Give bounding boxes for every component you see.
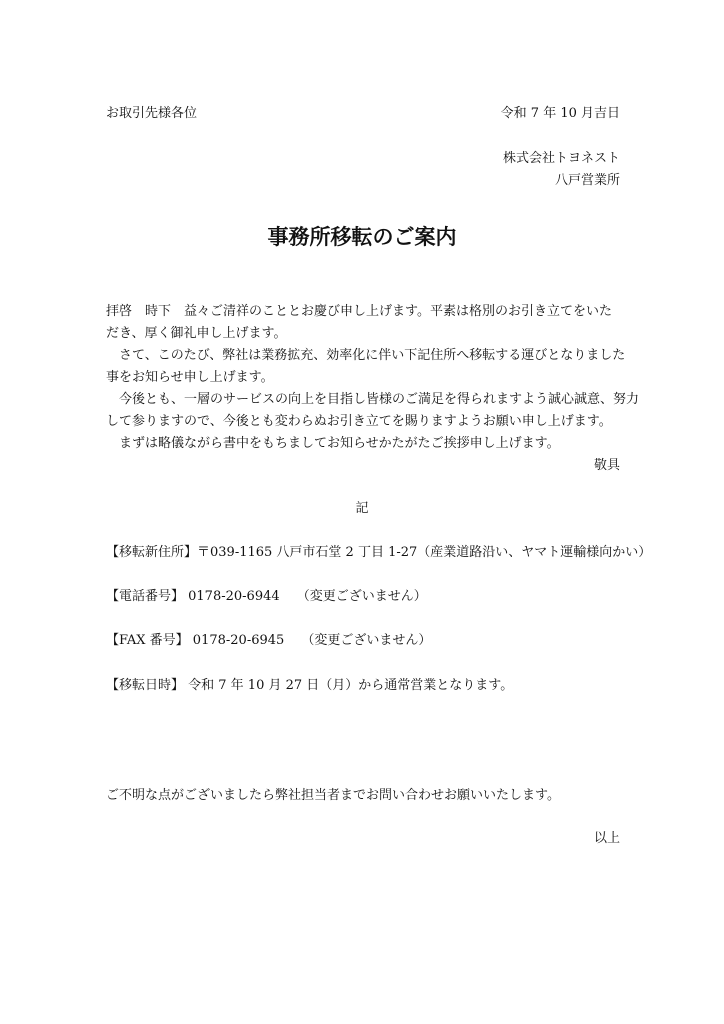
- body-line: だき、厚く御礼申し上げます。: [106, 326, 287, 341]
- body-line: 今後とも、一層のサービスの向上を目指し皆様のご満足を得られますよう誠心誠意、努力: [119, 392, 640, 407]
- body-line: まずは略儀ながら書中をもちましてお知らせかたがたご挨拶申し上げます。: [119, 436, 560, 451]
- branch-name: 八戸営業所: [554, 173, 620, 188]
- document-title: 事務所移転のご案内: [267, 224, 457, 249]
- document-date: 令和 7 年 10 月吉日: [500, 106, 620, 121]
- body-line: 事をお知らせ申し上げます。: [106, 370, 274, 385]
- body-line: 拝啓 時下 益々ご清祥のこととお慶び申し上げます。平素は格別のお引き立てをいた: [106, 304, 612, 319]
- detail-fax: 【FAX 番号】 0178-20-6945 （変更ございません）: [106, 633, 432, 648]
- detail-move-date: 【移転日時】 令和 7 年 10 月 27 日（月）から通常営業となります。: [106, 678, 514, 693]
- ki-heading: 記: [355, 501, 369, 516]
- body-line: さて、このたび、弊社は業務拡充、効率化に伴い下記住所へ移転する運びとなりました: [119, 348, 626, 363]
- inquiry-note: ご不明な点がございましたら弊社担当者までお問い合わせお願いいたします。: [106, 788, 560, 803]
- body-line: して参りますので、今後とも変わらぬお引き立てを賜りますようお願い申し上げます。: [106, 414, 612, 429]
- recipient-line: お取引先様各位: [106, 106, 198, 121]
- detail-address: 【移転新住所】〒039-1165 八戸市石堂 2 丁目 1-27（産業道路沿い、ヤマト運輸様向かい）: [106, 545, 652, 560]
- end-word: 以上: [593, 831, 620, 846]
- company-name: 株式会社トヨネスト: [502, 151, 620, 166]
- closing-word: 敬具: [593, 458, 620, 473]
- detail-phone: 【電話番号】 0178-20-6944 （変更ございません）: [106, 589, 427, 604]
